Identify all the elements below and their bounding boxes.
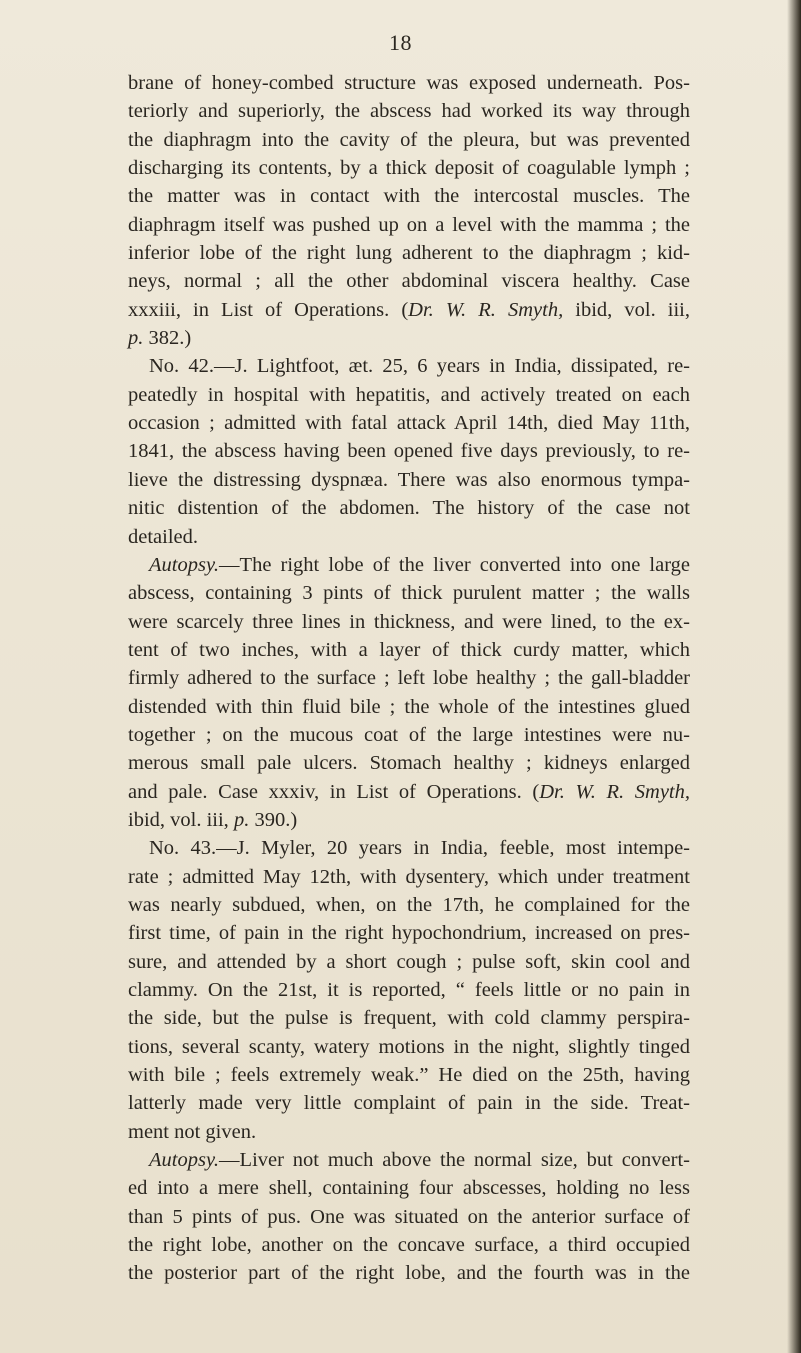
text-line: occasion ; admitted with fatal attack April 14th, died May 11th, (128, 412, 690, 435)
text-line: tions, several scanty, watery motions in the night, slightly tinged (128, 1035, 690, 1058)
text-line: latterly made very little complaint of pain in the side. Treat- (128, 1092, 690, 1115)
text-line: tent of two inches, with a layer of thick curdy matter, which (128, 638, 690, 661)
text-line: together ; on the mucous coat of the large intestines were nu- (128, 723, 690, 746)
text-line: ment not given. (128, 1120, 257, 1143)
text-line: peatedly in hospital with hepatitis, and actively treated on each (128, 383, 690, 406)
text-line: ed into a mere shell, containing four abscesses, holding no less (128, 1177, 690, 1200)
text-line: were scarcely three lines in thickness, and were lined, to the ex- (128, 610, 690, 633)
body-text (128, 69, 690, 1288)
text-line: the right lobe, another on the concave surface, a third occupied (128, 1234, 690, 1257)
text-line: No. 42.—J. Lightfoot, æt. 25, 6 years in India, dissipated, re- (149, 355, 690, 378)
text-line: No. 43.—J. Myler, 20 years in India, feeble, most intempe- (149, 837, 690, 860)
text-line: diaphragm itself was pushed up on a level with the mamma ; the (128, 213, 690, 236)
text-line: Autopsy.—The right lobe of the liver converted into one large (149, 553, 690, 576)
text-line: discharging its contents, by a thick deposit of coagulable lymph ; (128, 157, 690, 180)
text-line: brane of honey-combed structure was exposed underneath. Pos- (128, 72, 690, 94)
text-line: firmly adhered to the surface ; left lobe healthy ; the gall-bladder (128, 667, 690, 690)
text-line: was nearly subdued, when, on the 17th, he complained for the (128, 893, 690, 916)
text-line: abscess, containing 3 pints of thick purulent matter ; the walls (128, 582, 690, 605)
text-line: and pale. Case xxxiv, in List of Operations. (Dr. W. R. Smyth, (128, 780, 690, 803)
text-line: xxxiii, in List of Operations. (Dr. W. R. Smyth, ibid, vol. iii, (128, 298, 690, 321)
page-edge-shadow (787, 0, 801, 1353)
text-line: Autopsy.—Liver not much above the normal size, but convert- (149, 1149, 690, 1172)
text-line: ibid, vol. iii, p. 390.) (128, 808, 298, 831)
text-line: distended with thin fluid bile ; the whole of the intestines glued (128, 695, 690, 718)
text-line: with bile ; feels extremely weak.” He died on the 25th, having (128, 1064, 690, 1087)
text-line: clammy. On the 21st, it is reported, “ feels little or no pain in (128, 979, 690, 1001)
text-line: teriorly and superiorly, the abscess had worked its way through (128, 100, 690, 123)
text-line: 1841, the abscess having been opened five days previously, to re- (128, 440, 690, 463)
text-line: merous small pale ulcers. Stomach healthy ; kidneys enlarged (128, 752, 690, 775)
text-line: than 5 pints of pus. One was situated on the anterior surface of (128, 1205, 690, 1228)
text-line: rate ; admitted May 12th, with dysentery, which under treatment (128, 865, 690, 888)
text-line: the side, but the pulse is frequent, with cold clammy perspira- (128, 1007, 690, 1030)
text-line: the matter was in contact with the intercostal muscles. The (128, 185, 690, 208)
text-line: lieve the distressing dyspnæa. There was also enormous tympa- (128, 468, 690, 491)
text-line: the diaphragm into the cavity of the pleura, but was prevented (128, 128, 690, 151)
text-line: neys, normal ; all the other abdominal viscera healthy. Case (128, 270, 690, 293)
text-line: first time, of pain in the right hypochondrium, increased on pres- (128, 922, 690, 945)
text-line: p. 382.) (128, 327, 192, 350)
text-line: sure, and attended by a short cough ; pulse soft, skin cool and (128, 950, 690, 973)
text-line: detailed. (128, 525, 199, 548)
page-number: 18 (389, 30, 412, 55)
text-line: nitic distention of the abdomen. The history of the case not (128, 497, 690, 520)
text-line: inferior lobe of the right lung adherent to the diaphragm ; kid- (128, 242, 690, 265)
text-line: the posterior part of the right lobe, and the fourth was in the (128, 1262, 690, 1285)
